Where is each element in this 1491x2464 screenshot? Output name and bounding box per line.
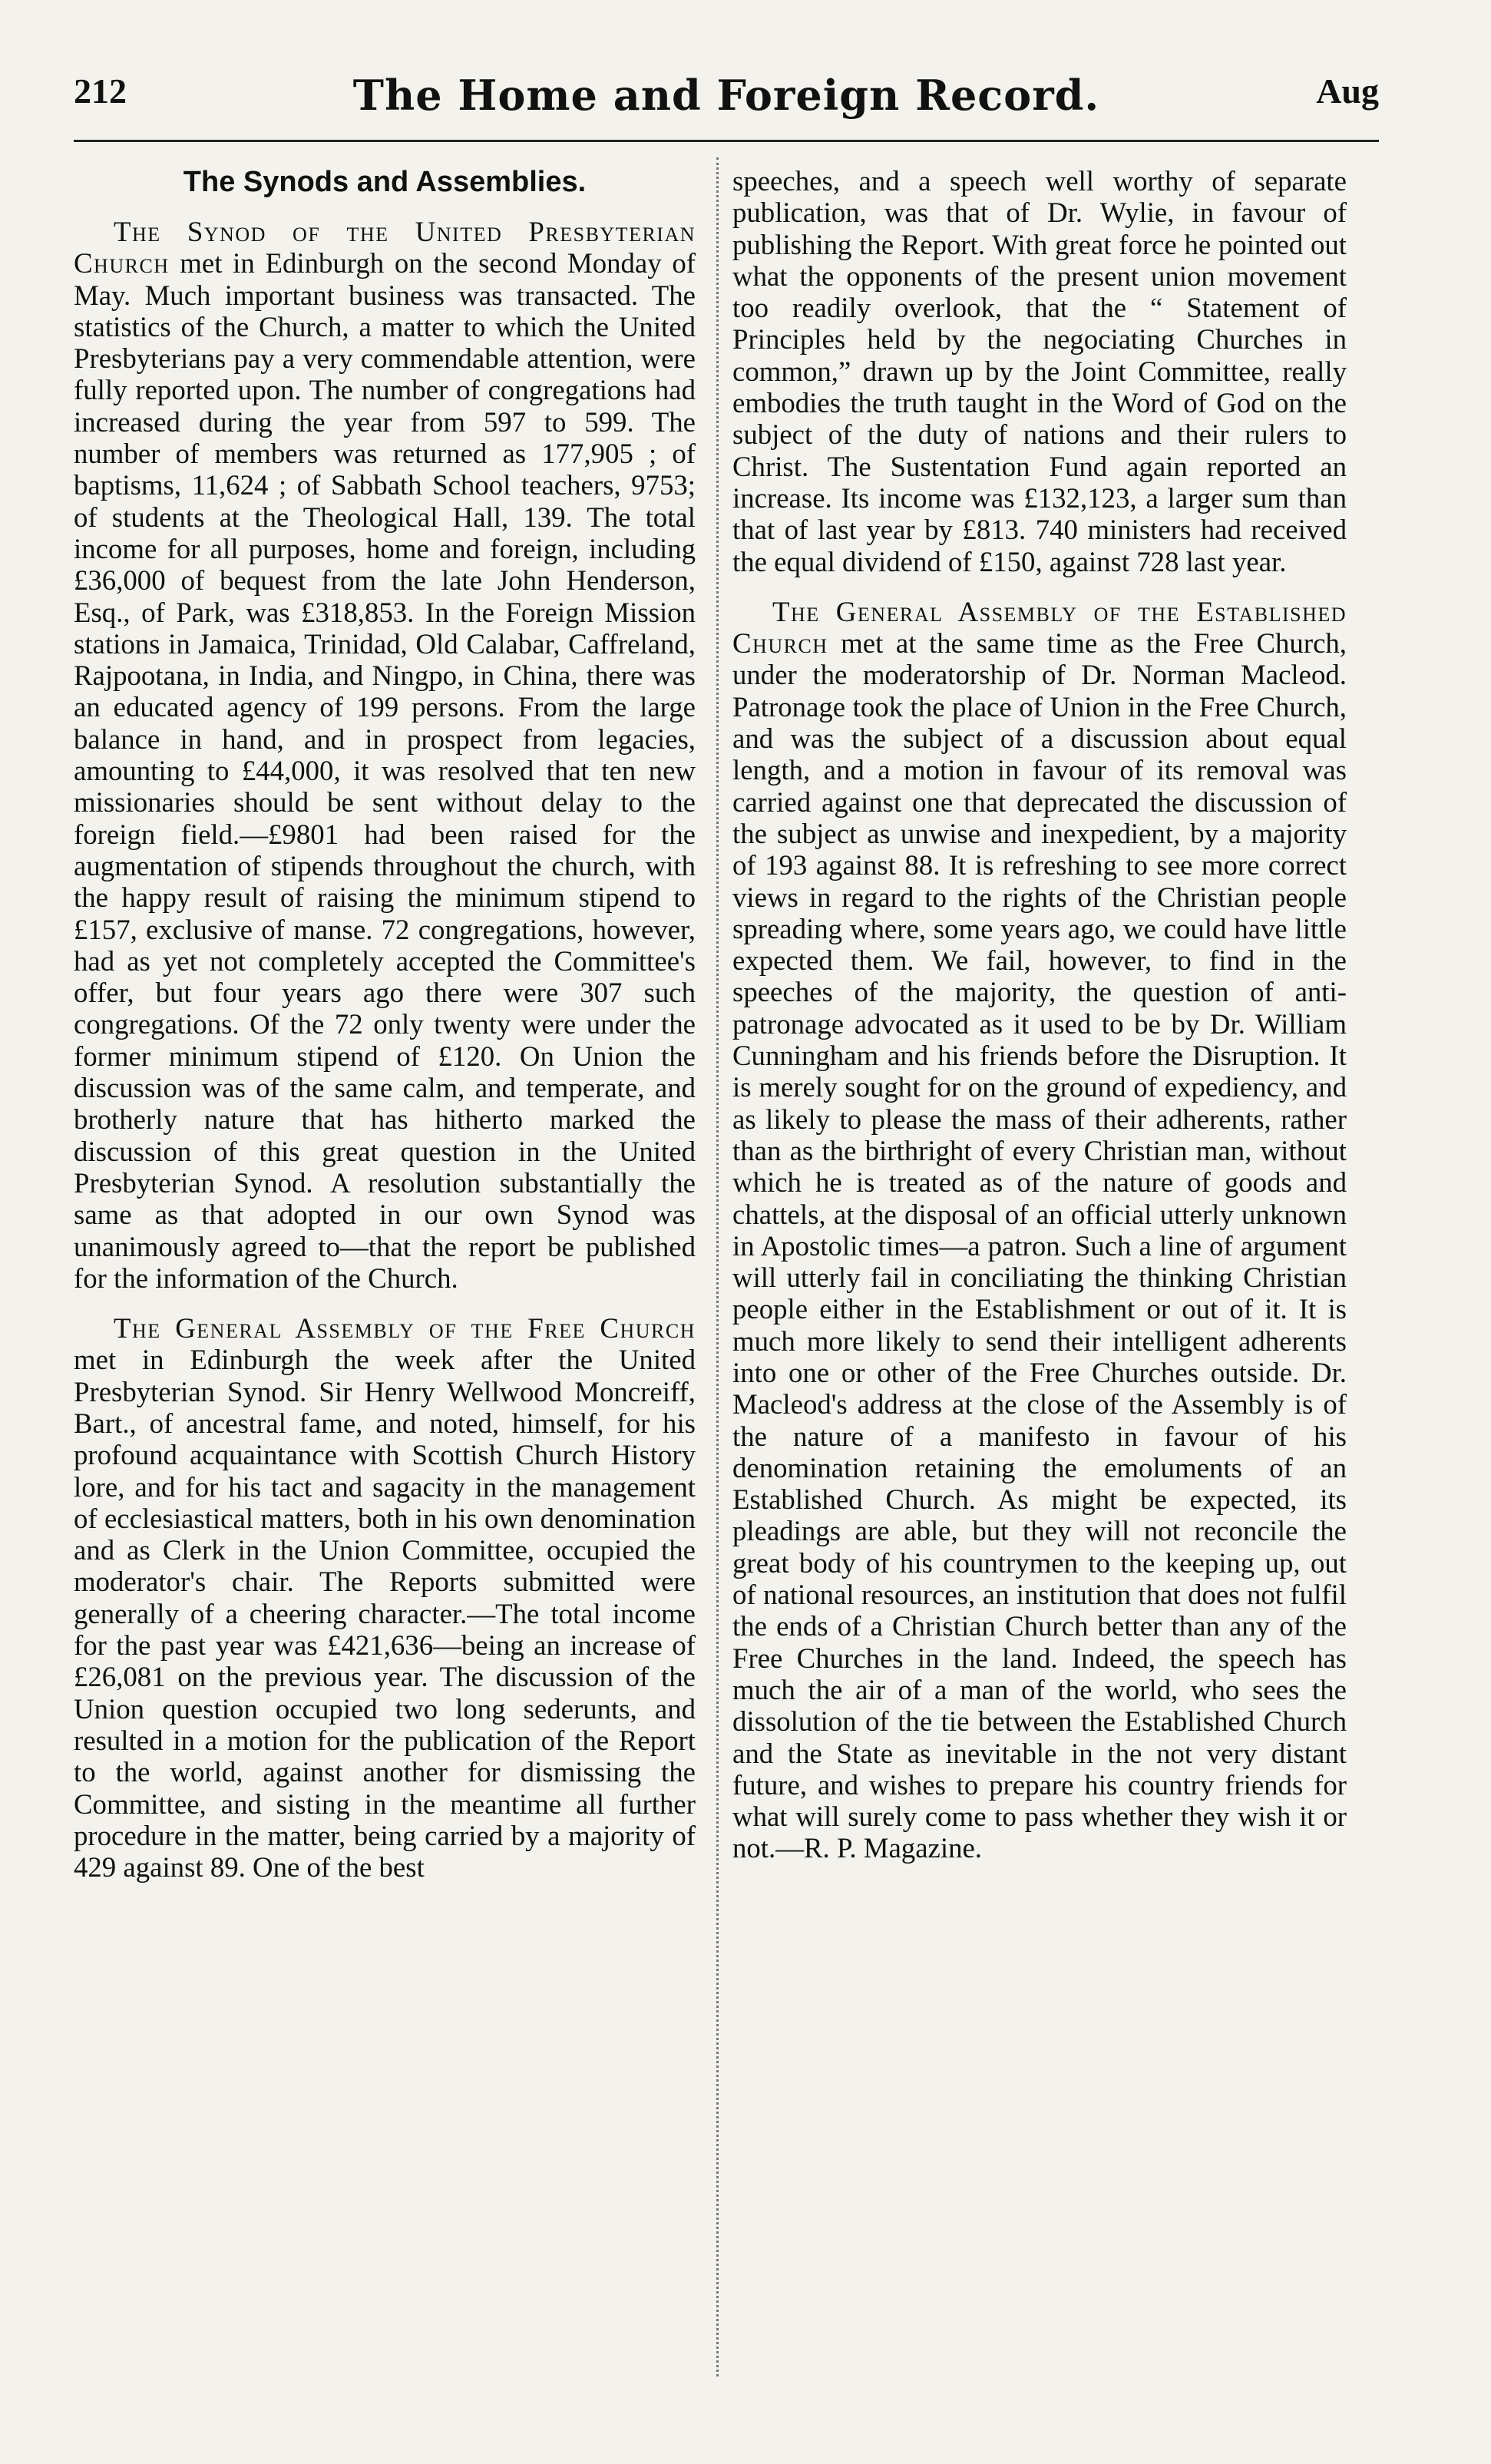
- paragraph-lead: The Synod of the United Presbyterian Church: [74, 216, 696, 279]
- paragraph-text: met at the same time as the Free Church, under the moderatorship of Dr. Norman Macleod. Patronage took the place of Union in the Free Church, and was the subject of a discussion about equal length, and a motion in favour of its removal was carried against one that deprecated the discussion of the subject as unwise and inexpedient, by a majority of 193 against 88. It is refreshing to see more correct views in regard to the rights of the Christian people spreading where, some years ago, we could have little expected them. We fail, however, to find in the speeches of the majority, the question of anti-patronage advocated as it used to be by Dr. William Cunningham and his friends before the Disruption. It is merely sought for on the ground of expediency, and as likely to please the mass of their adherents, rather than as the birthright of every Christian man, without which he is treated as of the nature of goods and chattels, at the disposal of an official utterly unknown in Apostolic times—a patron. Such a line of argument will utterly fail in conciliating the thinking Christian people either in the Establishment or out of it. It is much more likely to send their intelligent adherents into one or other of the Free Churches outside. Dr. Macleod's address at the close of the Assembly is of the nature of a manifesto in favour of his denomination retaining the emoluments of an Established Church. As might be expected, its pleadings are able, but they will not reconcile the great body of his countrymen to the keeping up, out of national resources, an institution that does not fulfil the ends of a Christian Church better than any of the Free Churches in the land. Indeed, the speech has much the air of a man of the world, who sees the dissolution of the tie between the Established Church and the State as inevitable in the not very distant future, and wishes to prepare his country friends for what will surely come to pass whether they wish it or not.—R. P. Magazine.: [732, 627, 1347, 1864]
- paragraph-lead: The General Assembly of the Established Church: [732, 595, 1347, 660]
- paragraph-free-church-continued: speeches, and a speech well worthy of separate publication, was that of Dr. Wylie, in favour of publishing the Report. With great force he pointed out what the opponents of the present union movement too readily overlook, that the “ Statement of Principles held by the negociating Churches in common,” drawn up by the Joint Committee, really embodies the truth taught in the Word of God on the subject of the duty of nations and their rulers to Christ. The Sustentation Fund again reported an increase. Its income was £132,123, a larger sum than that of last year by £813. 740 ministers had received the equal dividend of £150, against 728 last year.: [732, 165, 1347, 577]
- paragraph-united-presbyterian-synod: [74, 216, 696, 1294]
- left-column: [74, 165, 696, 1883]
- paragraph-established-church-assembly: [732, 596, 1347, 1864]
- running-title: The Home and Foreign Record.: [352, 71, 1100, 120]
- header-month: Aug: [1316, 71, 1379, 111]
- paragraph-lead: The General Assembly of the Free Church: [114, 1312, 696, 1344]
- page-number: 212: [74, 71, 127, 111]
- header-rule: [74, 140, 1379, 142]
- column-divider: [716, 157, 719, 2376]
- article-heading: The Synods and Assemblies.: [183, 166, 587, 198]
- right-column: [732, 165, 1347, 1864]
- paragraph-text: met in Edinburgh the week after the United Presbyterian Synod. Sir Henry Wellwood Moncreiff, Bart., of ancestral fame, and noted, himself, for his profound acquaintance with Scottish Church History lore, and for his tact and sagacity in the management of ecclesiastical matters, both in his own denomination and as Clerk in the Union Committee, occupied the moderator's chair. The Reports submitted were generally of a cheering character.—The total income for the past year was £421,636—being an increase of £26,081 on the previous year. The discussion of the Union question occupied two long sederunts, and resulted in a motion for the publication of the Report to the world, against another for dismissing the Committee, and sisting in the meantime all further procedure in the matter, being carried by a majority of 429 against 89. One of the best: [74, 1344, 696, 1884]
- paragraph-text: met in Edinburgh on the second Monday of May. Much important business was transacted. The statistics of the Church, a matter to which the United Presbyterians pay a very commendable attention, were fully reported upon. The number of congregations had increased during the year from 597 to 599. The number of members was returned as 177,905 ; of baptisms, 11,624 ; of Sabbath School teachers, 9753; of students at the Theological Hall, 139. The total income for all purposes, home and foreign, including £36,000 of bequest from the late John Henderson, Esq., of Park, was £318,853. In the Foreign Mission stations in Jamaica, Trinidad, Old Calabar, Caffreland, Rajpootana, in India, and Ningpo, in China, there was an educated agency of 199 persons. From the large balance in hand, and in prospect from legacies, amounting to £44,000, it was resolved that ten new missionaries should be sent without delay to the foreign field.—£9801 had been raised for the augmentation of stipends throughout the church, with the happy result of raising the minimum stipend to £157, exclusive of manse. 72 congregations, however, had as yet not completely accepted the Committee's offer, but four years ago there were 307 such congregations. Of the 72 only twenty were under the former minimum stipend of £120. On Union the discussion was of the same calm, and temperate, and brotherly nature that has hitherto marked the discussion of this great question in the United Presbyterian Synod. A resolution substantially the same as that adopted in our own Synod was unanimously agreed to—that the report be published for the information of the Church.: [74, 247, 696, 1294]
- paragraph-free-church-assembly: [74, 1312, 696, 1883]
- running-header: [74, 71, 1379, 132]
